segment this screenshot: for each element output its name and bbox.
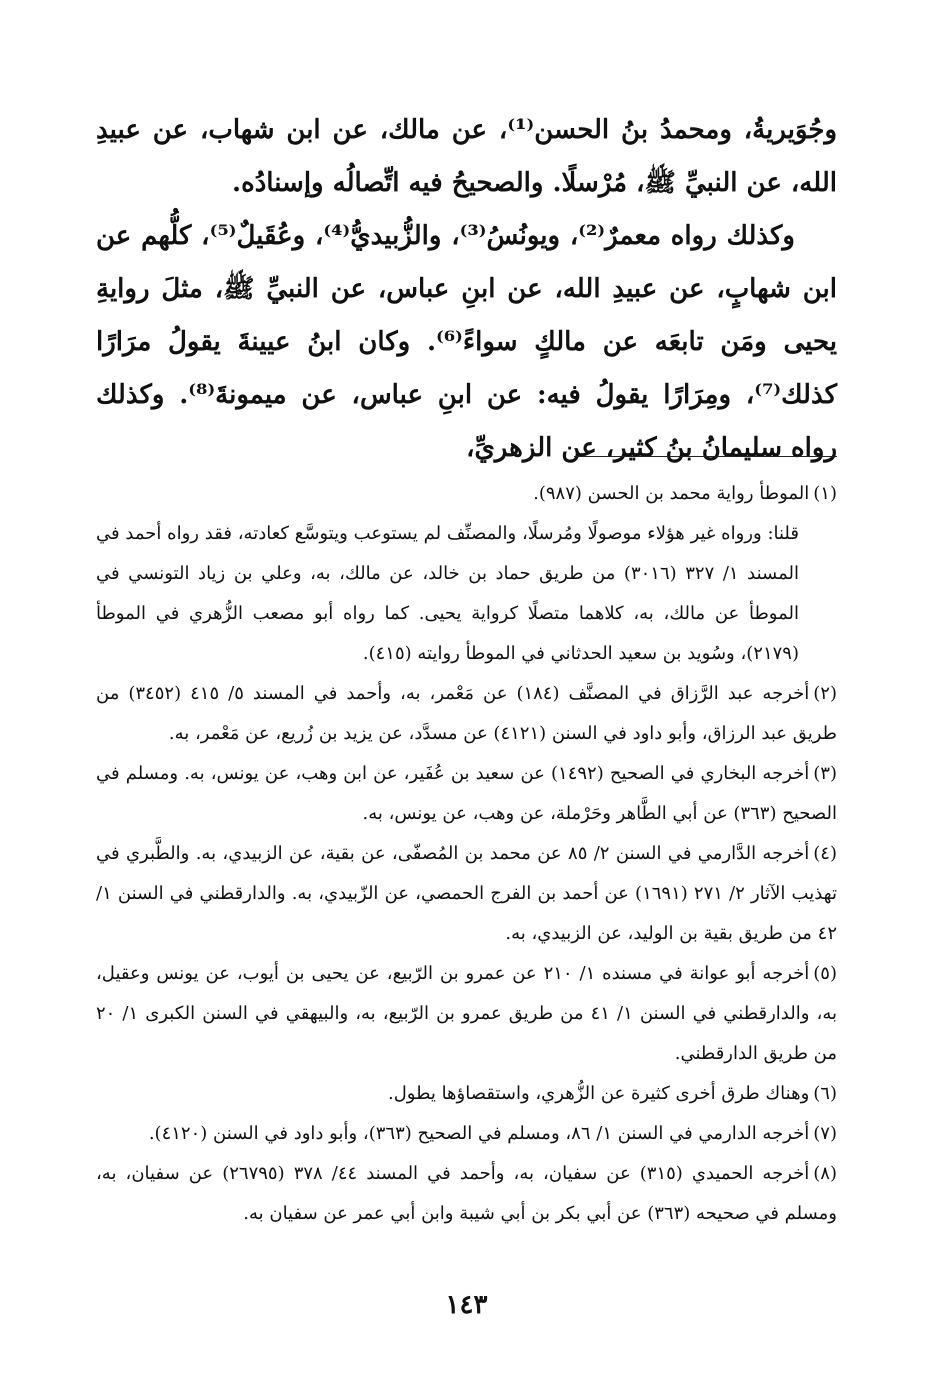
footnote-4	[96, 834, 837, 954]
footnote-number: (١)	[813, 483, 837, 504]
main-paragraph-2: وكذلك رواه معمرٌ⁽²⁾، ويونُسُ⁽³⁾، والزُّبيديُّ⁽⁴⁾، وعُقَيلٌ⁽⁵⁾، كلُّهم عن ابن شهابٍ، عن عبيدِ الله، عن ابنِ عباس، عن النبيِّ ﷺ، مثلَ روايةِ يحيى ومَن تابعَه عن مالكٍ سواءً⁽⁶⁾. وكان ابنُ عيينةَ يقولُ مرَارًا كذلك⁽⁷⁾، ومِرَارًا يقولُ فيه: عن ابنِ عباس، عن ميمونةَ⁽⁸⁾. وكذلك رواه سليمانُ بنُ كثير، عن الزهريِّ،	[96, 221, 837, 463]
footnote-separator	[574, 456, 837, 457]
footnote-7	[96, 1114, 837, 1154]
footnote-text: أخرجه أبو عوانة في مسنده ١/ ٢١٠ عن عمرو بن الرّبيع، عن يحيى بن أيوب، عن يونس وعقيل، به، والدارقطني في السنن ١/ ٤١ من طريق عمرو بن الرّبيع، به، والبيهقي في السنن الكبرى ١/ ٢٠ من طريق الدارقطني.	[96, 963, 837, 1064]
footnote-6	[96, 1074, 837, 1114]
footnote-text: وهناك طرق أخرى كثيرة عن الزُّهري، واستقصاؤها يطول.	[387, 1083, 810, 1104]
footnote-2	[96, 674, 837, 754]
footnote-text: أخرجه الدارمي في السنن ١/ ٨٦، ومسلم في الصحيح (٣٦٣)، وأبو داود في السنن (٤١٢٠).	[148, 1123, 810, 1144]
footnote-number: (٥)	[813, 963, 837, 984]
main-paragraph-1: وجُوَيريةُ، ومحمدُ بنُ الحسن⁽¹⁾، عن مالك، عن ابن شهاب، عن عبيدِ الله، عن النبيِّ ﷺ، مُرْسلًا. والصحيحُ فيه اتِّصالُه وإسنادُه.	[96, 115, 838, 198]
main-text	[96, 104, 837, 475]
footnote-1	[96, 474, 837, 514]
footnote-text: قلنا: ورواه غير هؤلاء موصولًا ومُرسلًا، والمصنِّف لم يستوعب ويتوسَّع كعادته، فقد رواه أحمد في المسند ١/ ٣٢٧ (٣٠١٦) من طريق حماد بن خالد، عن مالك، به، وعلي بن زياد التونسي في الموطأ عن مالك، به، كلاهما متصلًا كرواية يحيى. كما رواه أبو مصعب الزُّهري في الموطأ (٢١٧٩)، وسُويد بن سعيد الحدثاني في الموطأ روايته (٤١٥).	[96, 523, 799, 664]
footnote-text: أخرجه عبد الرَّزاق في المصنَّف (١٨٤) عن مَعْمر، به، وأحمد في المسند ٥/ ٤١٥ (٣٤٥٢) من طريق عبد الرزاق، وأبو داود في السنن (٤١٢١) عن مسدَّد، عن يزيد بن زُريع، عن مَعْمر، به.	[96, 683, 837, 744]
footnote-3	[96, 754, 837, 834]
footnote-text: الموطأ رواية محمد بن الحسن (٩٨٧).	[533, 483, 810, 504]
page-number: ١٤٣	[445, 1290, 488, 1320]
footnote-number: (٦)	[813, 1083, 837, 1104]
footnote-text: أخرجه البخاري في الصحيح (١٤٩٢) عن سعيد بن عُفَير، عن ابن وهب، عن يونس، به. ومسلم في الصحيح (٣٦٣) عن أبي الطَّاهر وحَرْملة، عن وهب، عن يونس، به.	[96, 763, 837, 824]
footnotes	[96, 474, 837, 1234]
footnote-text: أخرجه الحميدي (٣١٥) عن سفيان، به، وأحمد في المسند ٤٤/ ٣٧٨ (٢٦٧٩٥) عن سفيان، به، ومسلم في صحيحه (٣٦٣) عن أبي بكر بن أبي شيبة وابن أبي عمر عن سفيان به.	[96, 1163, 837, 1224]
footnote-8	[96, 1154, 837, 1234]
footnote-1-continuation	[96, 514, 837, 674]
footnote-5	[96, 954, 837, 1074]
footnote-number: (٢)	[813, 683, 837, 704]
footnote-number: (٤)	[813, 843, 837, 864]
footnote-text: أخرجه الدَّارمي في السنن ٢/ ٨٥ عن محمد بن المُصفّى، عن بقية، عن الزبيدي، به. والطَّبري في تهذيب الآثار ٢/ ٢٧١ (١٦٩١) عن أحمد بن الفرج الحمصي، عن الزّبيدي، به. والدارقطني في السنن ١/ ٤٢ من طريق بقية بن الوليد، عن الزبيدي، به.	[96, 843, 837, 944]
footnote-number: (٧)	[813, 1123, 837, 1144]
footnote-number: (٣)	[813, 763, 837, 784]
footnote-number: (٨)	[813, 1163, 837, 1184]
